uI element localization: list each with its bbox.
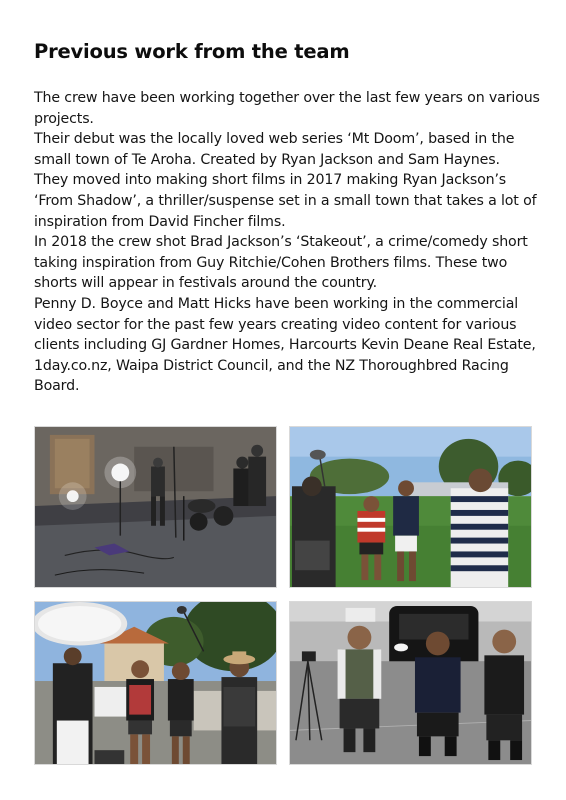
paragraph: Their debut was the locally loved web series ‘Mt Doom’, based in the small town of Te Aroha. Created by Ryan Jackson and Sam Haynes. (34, 131, 515, 168)
street-shoot-photo (34, 601, 277, 765)
paragraph: In 2018 the crew shot Brad Jackson’s ‘Stakeout’, a crime/comedy short taking inspiration from Guy Ritchie/Cohen Brothers films. These two shorts will appear in festivals around the country. (34, 234, 528, 292)
rugby-field-shoot-photo (289, 426, 532, 588)
paragraph: They moved into making short films in 2017 making Ryan Jackson’s ‘From Shadow’, a thriller/suspense set in a small town that takes a lot of inspiration from David Fincher films. (34, 172, 537, 230)
paragraph: The crew have been working together over the last few years on various projects. (34, 90, 540, 127)
body-text (34, 88, 544, 397)
studio-shoot-photo (34, 426, 277, 588)
page-heading: Previous work from the team (34, 40, 350, 63)
paragraph: Penny D. Boyce and Matt Hicks have been working in the commercial video sector for the past few years creating video content for various clients including GJ Gardner Homes, Harcourts Kevin Deane Real Estate, 1day.co.nz, Waipa District Council, and the NZ Thoroughbred Racing Board. (34, 295, 536, 395)
carpark-crew-photo (289, 601, 532, 765)
